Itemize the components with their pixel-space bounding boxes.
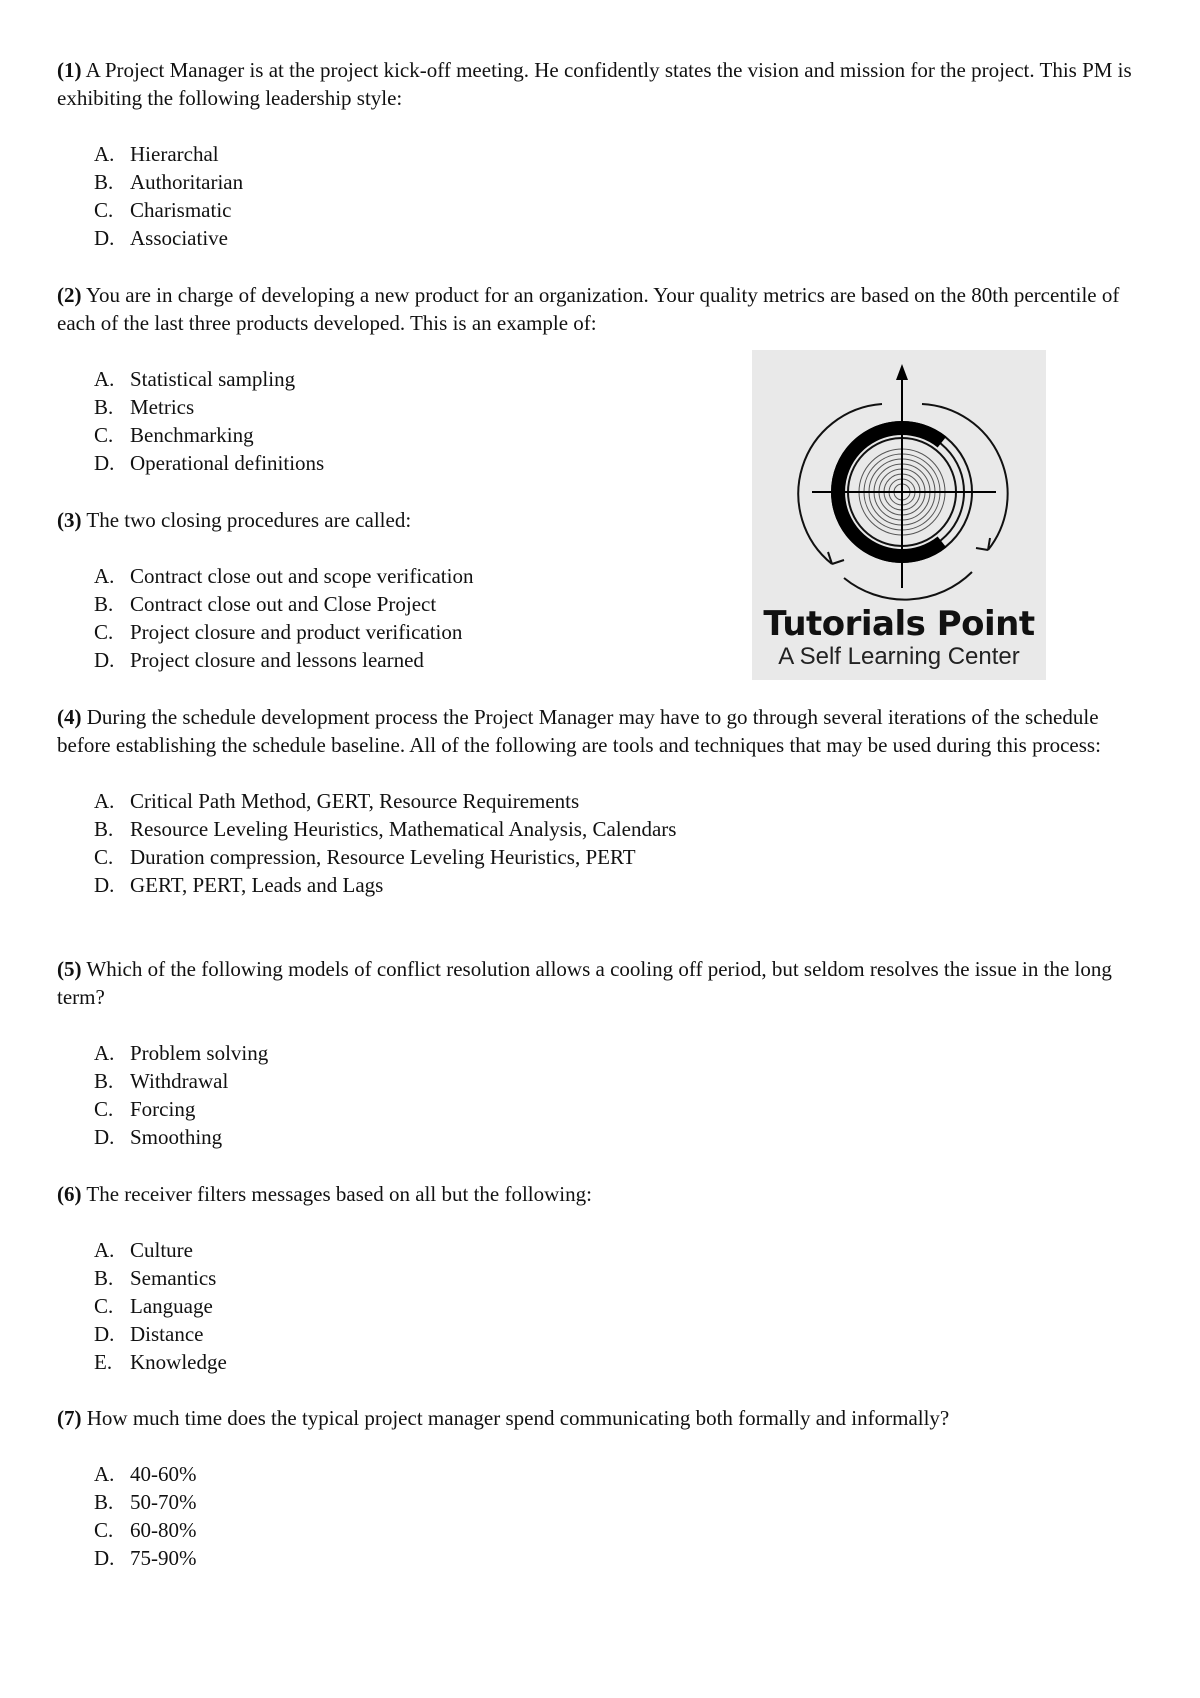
logo-title: Tutorials Point <box>763 604 1035 644</box>
answer-options <box>57 140 1157 252</box>
compass-target-icon <box>752 350 1046 606</box>
question-text: During the schedule development process the Project Manager may have to go through several iterations of the schedule before establishing the schedule baseline. All of the following are tools and techniques that may be used during this process: <box>57 705 1101 757</box>
question-text: You are in charge of developing a new product for an organization. Your quality metrics are based on the 80th percentile of each of the last three products developed. This is an example of: <box>57 283 1120 335</box>
question-7 <box>57 1404 1157 1572</box>
question-number: (3) <box>57 508 82 532</box>
question-text: The receiver filters messages based on all but the following: <box>86 1182 592 1206</box>
option-a[interactable]: A. 40-60% <box>94 1462 197 1486</box>
question-number: (6) <box>57 1182 82 1206</box>
option-d[interactable]: D. Distance <box>94 1322 204 1346</box>
option-b[interactable]: B. Resource Leveling Heuristics, Mathematical Analysis, Calendars <box>94 817 677 841</box>
question-number: (2) <box>57 283 82 307</box>
option-b[interactable]: B. Authoritarian <box>94 170 244 194</box>
question-1 <box>57 56 1157 252</box>
option-c[interactable]: C. Forcing <box>94 1097 196 1121</box>
option-d[interactable]: D. Associative <box>94 226 228 250</box>
option-a[interactable]: A. Hierarchal <box>94 142 219 166</box>
question-stem <box>57 703 1157 759</box>
question-number: (5) <box>57 957 82 981</box>
question-number: (4) <box>57 705 82 729</box>
option-a[interactable]: A. Problem solving <box>94 1041 269 1065</box>
logo-subtitle: A Self Learning Center <box>778 643 1020 670</box>
option-d[interactable]: D. Operational definitions <box>94 451 325 475</box>
question-stem <box>57 1404 1157 1432</box>
option-d[interactable]: D. GERT, PERT, Leads and Lags <box>94 873 384 897</box>
option-c[interactable]: C. 60-80% <box>94 1518 197 1542</box>
question-stem <box>57 56 1157 112</box>
answer-options <box>57 1039 1157 1151</box>
question-text: Which of the following models of conflict resolution allows a cooling off period, but seldom resolves the issue in the long term? <box>57 957 1112 1009</box>
option-c[interactable]: C. Charismatic <box>94 198 232 222</box>
option-c[interactable]: C. Duration compression, Resource Leveling Heuristics, PERT <box>94 845 636 869</box>
option-b[interactable]: B. Contract close out and Close Project <box>94 592 437 616</box>
option-b[interactable]: B. Semantics <box>94 1266 217 1290</box>
option-b[interactable]: B. Metrics <box>94 395 195 419</box>
option-b[interactable]: B. 50-70% <box>94 1490 197 1514</box>
question-text: The two closing procedures are called: <box>86 508 412 532</box>
question-stem <box>57 281 1157 337</box>
tutorials-point-logo <box>752 350 1046 680</box>
question-4 <box>57 703 1157 899</box>
question-stem <box>57 955 1157 1011</box>
option-c[interactable]: C. Benchmarking <box>94 423 254 447</box>
option-a[interactable]: A. Culture <box>94 1238 193 1262</box>
option-e[interactable]: E. Knowledge <box>94 1350 227 1374</box>
question-stem <box>57 1180 1157 1208</box>
option-a[interactable]: A. Contract close out and scope verification <box>94 564 474 588</box>
option-d[interactable]: D. Project closure and lessons learned <box>94 648 424 672</box>
answer-options <box>57 1236 1157 1376</box>
option-a[interactable]: A. Statistical sampling <box>94 367 296 391</box>
question-number: (1) <box>57 58 82 82</box>
option-a[interactable]: A. Critical Path Method, GERT, Resource Requirements <box>94 789 580 813</box>
option-c[interactable]: C. Language <box>94 1294 213 1318</box>
option-c[interactable]: C. Project closure and product verification <box>94 620 463 644</box>
answer-options <box>57 787 1157 899</box>
question-text: How much time does the typical project manager spend communicating both formally and informally? <box>86 1406 950 1430</box>
question-5 <box>57 955 1157 1151</box>
question-6 <box>57 1180 1157 1376</box>
option-d[interactable]: D. Smoothing <box>94 1125 223 1149</box>
question-text: A Project Manager is at the project kick-off meeting. He confidently states the vision and mission for the project. This PM is exhibiting the following leadership style: <box>57 58 1132 110</box>
option-b[interactable]: B. Withdrawal <box>94 1069 229 1093</box>
question-number: (7) <box>57 1406 82 1430</box>
answer-options <box>57 1460 1157 1572</box>
option-d[interactable]: D. 75-90% <box>94 1546 197 1570</box>
